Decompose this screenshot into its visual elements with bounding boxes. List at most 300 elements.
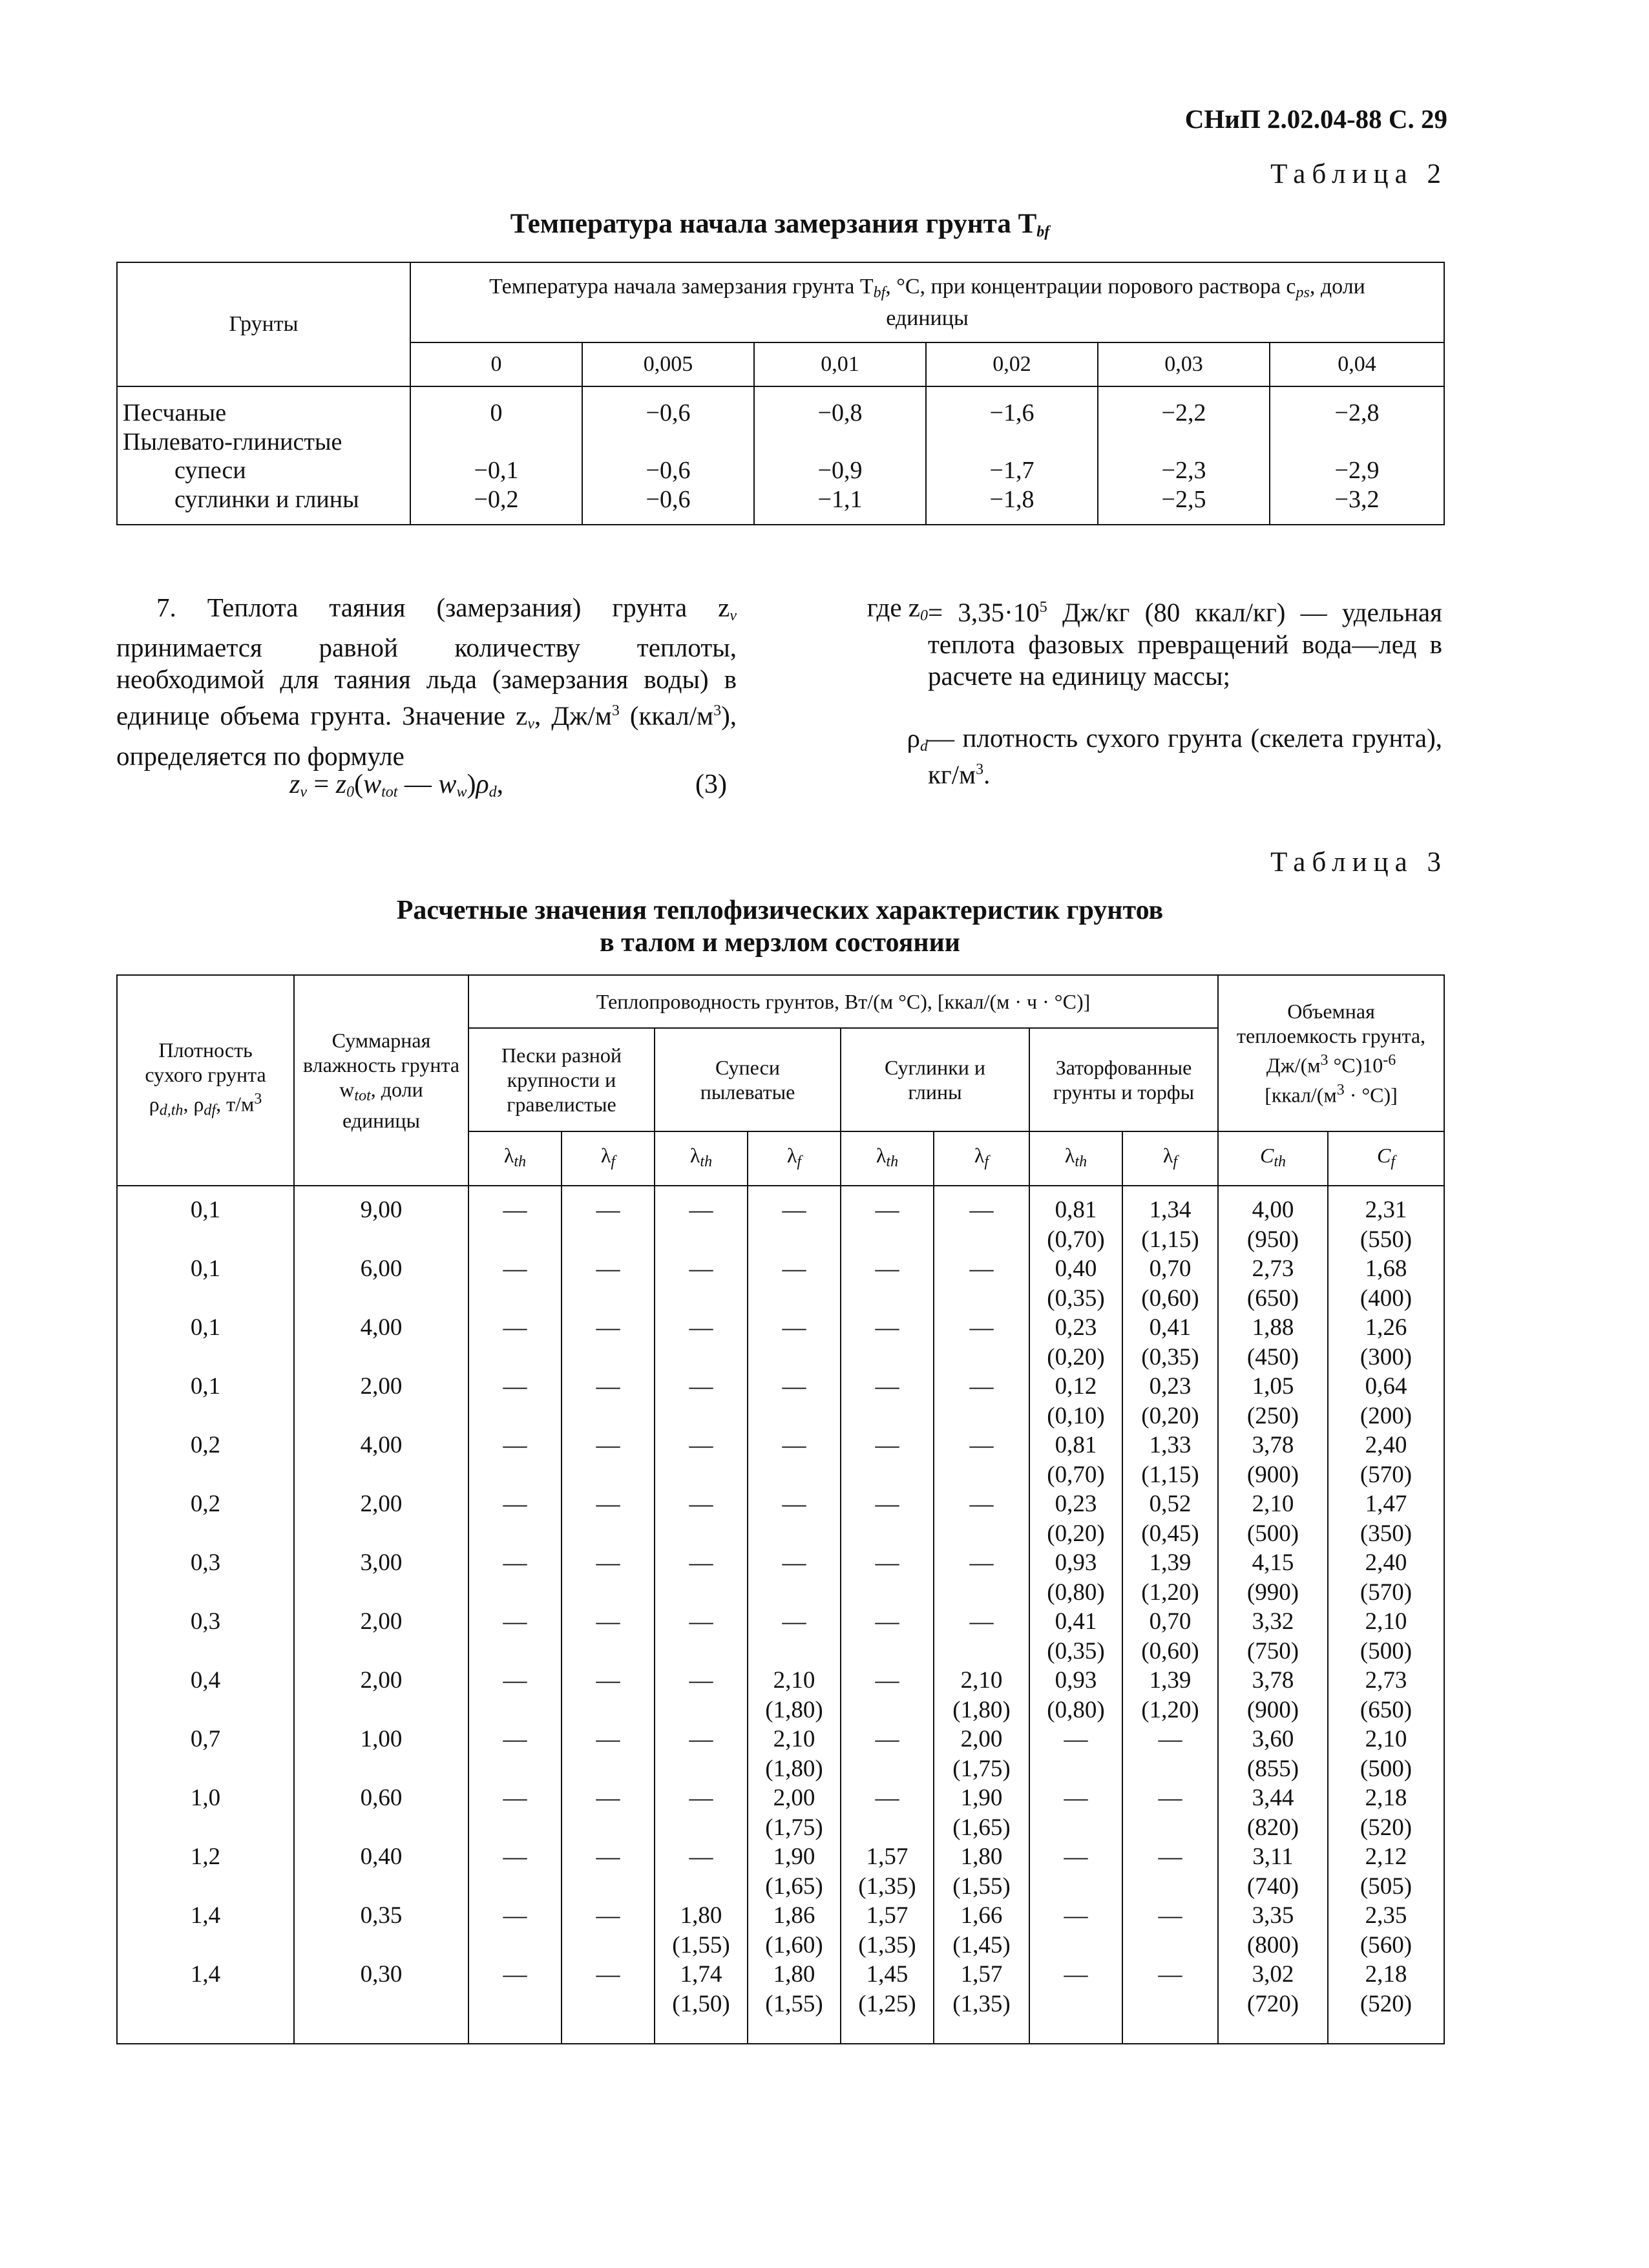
table3-cell: 1,86 [748,1901,841,1931]
table3-row [117,1813,1444,1843]
soil-name: супеси [174,457,246,484]
table3-cell: — [655,1725,748,1754]
table3-cell [468,1696,562,1725]
table3-cell: — [841,1372,934,1402]
table3-cell: 2,40 [1328,1548,1444,1578]
table3-cell: — [748,1489,841,1519]
table3-cell: (1,55) [934,1872,1029,1902]
table3-cell [748,1460,841,1490]
table3-cell: 0,23 [1029,1313,1122,1343]
table3-row [117,1284,1444,1314]
table3-cell: — [1122,1725,1218,1754]
table3-cell: (0,10) [1029,1402,1122,1431]
table3-cell: 1,05 [1218,1372,1328,1402]
table3-cell [748,1225,841,1255]
table3-cell [1029,1872,1122,1902]
table3-cell: — [748,1313,841,1343]
table3-cell [841,1696,934,1725]
table3-cell [748,1284,841,1314]
table3-cell: — [562,1666,655,1696]
table3-row [117,1548,1444,1578]
table3-row [117,1460,1444,1490]
table3-row [117,1225,1444,1255]
table3-cell: (500) [1328,1637,1444,1666]
table3-cell [1122,1872,1218,1902]
table3-cell: — [468,1254,562,1284]
table3-cell [562,1402,655,1431]
table3-cell: 1,90 [748,1842,841,1872]
table3-cell: (740) [1218,1872,1328,1902]
table3-cell: — [562,1725,655,1754]
table3-cell [117,1343,294,1372]
table3-cell: 2,73 [1218,1254,1328,1284]
table3-row [117,1313,1444,1343]
soil-name: Песчаные [123,399,227,426]
table3-cell: — [841,1431,934,1460]
group-peat: Заторфованные грунты и торфы [1029,1028,1218,1131]
table3-cell: (570) [1328,1460,1444,1490]
group-sands: Пески разной крупности и гравелистые [468,1028,655,1131]
table3-cell: 2,10 [748,1666,841,1696]
table3-col-moisture: Суммарная влажность грунта $w_{tot}$, доли единицы [294,975,468,1186]
lambda-f-header: $\lambda_f$ [748,1131,841,1186]
table2-values-col: 0 −0,1 −0,2 [410,386,582,525]
table3-cell [562,1284,655,1314]
table3-cell [1122,1990,1218,2044]
table2-values-col: −0,8 −0,9 −1,1 [754,386,926,525]
table3-cell [562,1637,655,1666]
table3-cell: — [468,1666,562,1696]
table3-cell: (1,20) [1122,1578,1218,1608]
table2-conc: 0,02 [926,342,1098,386]
table3-cell: 1,39 [1122,1548,1218,1578]
table3-cell: (1,45) [934,1931,1029,1960]
table3-cell: 1,2 [117,1842,294,1872]
table3-cell: 1,0 [117,1783,294,1813]
table3-cell: (505) [1328,1872,1444,1902]
table3-cell [294,1990,468,2044]
table3-cell: 0,2 [117,1489,294,1519]
table3-cell [748,1519,841,1549]
table3-cell [748,1578,841,1608]
table3-cell: 4,00 [1218,1186,1328,1225]
table3-cell: 2,10 [934,1666,1029,1696]
table2-caption: Таблица 2 [1270,159,1447,189]
table3-cell: — [468,1725,562,1754]
table3-cell [294,1754,468,1784]
table3-cell: — [655,1842,748,1872]
table3-cell: 1,80 [934,1842,1029,1872]
table3-cell: (0,80) [1029,1696,1122,1725]
table3-cell: — [468,1548,562,1578]
table3-cell: 2,00 [294,1607,468,1637]
table3-cell: (570) [1328,1578,1444,1608]
table3-cell [562,1578,655,1608]
table3-cell [655,1343,748,1372]
table3-row [117,1254,1444,1284]
table3-cell: 1,4 [117,1960,294,1990]
table3-cell: 0,40 [1029,1254,1122,1284]
table3-row [117,1578,1444,1608]
table3-cell: (1,55) [655,1931,748,1960]
table2-conc: 0,01 [754,342,926,386]
table3-cell: 0,1 [117,1372,294,1402]
table3-cell: 2,12 [1328,1842,1444,1872]
table3-cell: 3,60 [1218,1725,1328,1754]
table3-cell: — [468,1372,562,1402]
table3-cell: — [934,1489,1029,1519]
table3-cell [655,1813,748,1843]
table3-cell: 1,39 [1122,1666,1218,1696]
table3-cell: 0,1 [117,1186,294,1225]
table3-cell [294,1343,468,1372]
table3-cell [117,1990,294,2044]
table3-cell: 0,64 [1328,1372,1444,1402]
table3-cell [934,1343,1029,1372]
table3-cell: — [468,1431,562,1460]
table3-cell: — [1029,1960,1122,1990]
table3-cell [468,1872,562,1902]
table3-cell: (800) [1218,1931,1328,1960]
table3-cell: 0,30 [294,1960,468,1990]
table3-cell: 1,80 [748,1960,841,1990]
table3-cell: 3,78 [1218,1666,1328,1696]
table3-cell: (0,35) [1029,1284,1122,1314]
table3-cell: — [1122,1783,1218,1813]
table3-cell: (650) [1328,1696,1444,1725]
table3-cell: (0,20) [1122,1402,1218,1431]
table3-cell: (1,35) [934,1990,1029,2044]
table3-row [117,1402,1444,1431]
table3-cell: 1,57 [841,1901,934,1931]
table2-conc: 0,005 [582,342,754,386]
table3-cell: 2,00 [748,1783,841,1813]
table3-cell: 2,10 [1328,1725,1444,1754]
table3-cell: (990) [1218,1578,1328,1608]
table3-cell: 3,02 [1218,1960,1328,1990]
table3-cell: (820) [1218,1813,1328,1843]
table3-cell: — [562,1186,655,1225]
table3-cell: 3,78 [1218,1431,1328,1460]
table3-cell [468,1519,562,1549]
table3-cell: 1,57 [934,1960,1029,1990]
table3-cell: (0,70) [1029,1225,1122,1255]
table3-cell [294,1872,468,1902]
table3-cell: 0,41 [1122,1313,1218,1343]
table3-cell: (520) [1328,1990,1444,2044]
table3-cell: (1,80) [934,1696,1029,1725]
table2-body [117,386,1444,525]
table3-cell [934,1284,1029,1314]
table3-row [117,1431,1444,1460]
table3-cell [934,1519,1029,1549]
table3-row [117,1960,1444,1990]
table3-row [117,1343,1444,1372]
table3-cell: 1,68 [1328,1254,1444,1284]
table3-cell: — [562,1548,655,1578]
table3-body [117,1186,1444,2044]
table3-cell: — [1122,1960,1218,1990]
table3-cell: 2,18 [1328,1960,1444,1990]
table3-cell: 1,74 [655,1960,748,1990]
table3-cell: (900) [1218,1696,1328,1725]
table3-cell [841,1637,934,1666]
table3-cell: — [841,1548,934,1578]
table3-cell: — [1029,1725,1122,1754]
table3-cell: — [468,1313,562,1343]
table3-cell: 0,52 [1122,1489,1218,1519]
table3-cell [655,1460,748,1490]
table3-cell: 1,26 [1328,1313,1444,1343]
table3-cell: 2,35 [1328,1901,1444,1931]
table3-cell [468,1284,562,1314]
table3-cell: (0,60) [1122,1637,1218,1666]
table3-cell: — [655,1254,748,1284]
table3-cell [294,1225,468,1255]
table3-cell [841,1578,934,1608]
table3-cell [117,1637,294,1666]
table2 [116,262,1445,525]
table3-cell: (950) [1218,1225,1328,1255]
lambda-th-header: $\lambda_{th}$ [1029,1131,1122,1186]
table3-cell: 2,10 [748,1725,841,1754]
table3-cell: (1,75) [934,1754,1029,1784]
table3 [116,974,1445,2044]
formula-number: (3) [695,770,727,799]
table3-cell: (750) [1218,1637,1328,1666]
table2-values-col: −2,2 −2,3 −2,5 [1098,386,1270,525]
table3-cell [117,1225,294,1255]
table3-cell: (300) [1328,1343,1444,1372]
table3-cell: (560) [1328,1931,1444,1960]
table2-conc: 0,03 [1098,342,1270,386]
table3-cell [294,1460,468,1490]
table3-cell: — [1029,1783,1122,1813]
table3-cell [294,1402,468,1431]
table3-cell [841,1460,934,1490]
table3-cell [655,1637,748,1666]
table3-cell: 6,00 [294,1254,468,1284]
table3-cell: — [841,1666,934,1696]
table3-cell: — [841,1607,934,1637]
table3-cell [748,1343,841,1372]
table3-cell: 3,32 [1218,1607,1328,1637]
table3-cell: — [468,1186,562,1225]
table3-cell [841,1225,934,1255]
table3-row [117,1931,1444,1960]
table3-cell: (0,20) [1029,1343,1122,1372]
table3-cell: 0,81 [1029,1186,1122,1225]
table3-cell: 4,15 [1218,1548,1328,1578]
table3-cell: (0,80) [1029,1578,1122,1608]
table3-cell: (400) [1328,1284,1444,1314]
table3-cell [841,1402,934,1431]
table3-cell: — [468,1607,562,1637]
table3-row [117,1696,1444,1725]
table3-cell: 1,45 [841,1960,934,1990]
lambda-th-header: $\lambda_{th}$ [468,1131,562,1186]
table3-cell: — [934,1254,1029,1284]
table3-cell: — [562,1783,655,1813]
table3-cell: — [562,1842,655,1872]
table3-cell [468,1931,562,1960]
table3-cell [934,1578,1029,1608]
table3-row [117,1783,1444,1813]
table3-cell: — [655,1489,748,1519]
table3-cell [655,1402,748,1431]
table3-cell: 2,00 [294,1666,468,1696]
group-sandy-loams: Супеси пылеватые [655,1028,841,1131]
table3-cell: (0,20) [1029,1519,1122,1549]
table3-row [117,1901,1444,1931]
table3-cell: — [562,1489,655,1519]
lambda-th-header: $\lambda_{th}$ [841,1131,934,1186]
table3-cell: 1,00 [294,1725,468,1754]
table3-cell: 4,00 [294,1431,468,1460]
table3-cell: — [562,1607,655,1637]
table3-cell [655,1225,748,1255]
table3-row [117,1186,1444,1225]
table3-cell [1122,1813,1218,1843]
table3-cell: 1,88 [1218,1313,1328,1343]
table3-cell [562,1519,655,1549]
table3-cell: 0,23 [1029,1489,1122,1519]
table3-cell [934,1402,1029,1431]
table3-cell [655,1284,748,1314]
table3-cell: — [655,1666,748,1696]
table3-cell: 0,7 [117,1725,294,1754]
table3-cell: 0,93 [1029,1548,1122,1578]
table3-cell [117,1578,294,1608]
table3-cell [562,1460,655,1490]
definition-z0: где $z_0= 3,35\cdot 10^5$ Дж/кг (80 ккал/кг) — удельная теплота фазовых превращений вода—лед в расчете на единицу массы; [867,593,1442,691]
table3-cell: (500) [1328,1754,1444,1784]
table3-cell: — [655,1783,748,1813]
c-th-header: $C_{th}$ [1218,1131,1328,1186]
table3-cell: 2,00 [934,1725,1029,1754]
table3-cell [294,1813,468,1843]
table3-cell [562,1872,655,1902]
table3-cell [468,1637,562,1666]
paragraph-7: 7. Теплота таяния (замерзания) грунта $z_v$ принимается равной количеству теплоты, необходимой для таяния льда (замерзания воды) в единице объема грунта. Значение $z_v$, $Дж/м^3$ $(ккал/м^3)$, определяется по формуле [116,593,737,771]
table3-cell [294,1519,468,1549]
table2-soil-names [117,386,410,525]
table3-cell [294,1696,468,1725]
table3-cell: 2,10 [1328,1607,1444,1637]
formula-3: $z_v = z_0(w_{tot}$ — $w_w)\rho_d$, [289,770,504,801]
table3-cell: — [562,1901,655,1931]
table3-row [117,1489,1444,1519]
page-header: СНиП 2.02.04-88 С. 29 [1184,104,1447,134]
table2-values-col: −1,6 −1,7 −1,8 [926,386,1098,525]
table3-cell: (200) [1328,1402,1444,1431]
table3-cell: 2,31 [1328,1186,1444,1225]
table3-row [117,1519,1444,1549]
table3-cell: — [562,1254,655,1284]
table3-cell: — [841,1186,934,1225]
table3-cell: — [562,1960,655,1990]
table3-cell: — [1029,1842,1122,1872]
table3-cell [468,1578,562,1608]
table3-cell: — [655,1548,748,1578]
table3-cell: 4,00 [294,1313,468,1343]
table3-cell: — [1122,1901,1218,1931]
table3-cell: — [934,1186,1029,1225]
table3-cell [117,1813,294,1843]
table2-conc: 0,04 [1270,342,1444,386]
table3-cell [748,1402,841,1431]
table3-cell: 0,60 [294,1783,468,1813]
table3-cell: — [562,1313,655,1343]
table3-cell: (250) [1218,1402,1328,1431]
table3-cell: — [934,1431,1029,1460]
table3-cell: — [562,1431,655,1460]
table3-cell: 0,70 [1122,1607,1218,1637]
table3-cell: 3,35 [1218,1901,1328,1931]
table3-cell: 2,00 [294,1372,468,1402]
table3-cell: — [468,1783,562,1813]
table3-cell: 0,23 [1122,1372,1218,1402]
table3-cell [562,1225,655,1255]
table3-cell: — [655,1186,748,1225]
table3-cell: — [748,1431,841,1460]
table3-cell: 9,00 [294,1186,468,1225]
table3-cell: — [841,1725,934,1754]
table3-cell [117,1519,294,1549]
table3-cell: 3,11 [1218,1842,1328,1872]
table2-col-soils: Грунты [117,262,410,386]
table3-cell: 2,00 [294,1489,468,1519]
table3-cell [1029,1931,1122,1960]
table3-cell: (0,35) [1122,1343,1218,1372]
table3-cell: — [748,1548,841,1578]
table3-row [117,1637,1444,1666]
table3-cell: 0,3 [117,1548,294,1578]
table3-cell: 0,70 [1122,1254,1218,1284]
table3-cell: 0,1 [117,1254,294,1284]
table3-cell: — [655,1607,748,1637]
table2-values-col: −2,8 −2,9 −3,2 [1270,386,1444,525]
table3-cell: (650) [1218,1284,1328,1314]
table3-row [117,1842,1444,1872]
table3-cell: (1,50) [655,1990,748,2044]
table3-conductivity-header: Теплопроводность грунтов, Вт/(м °С), [ккал/(м · ч · °С)] [468,975,1218,1028]
table3-cell: — [934,1607,1029,1637]
table3-row [117,1607,1444,1637]
table3-cell: (0,70) [1029,1460,1122,1490]
table3-cell: 0,3 [117,1607,294,1637]
table3-cell: (350) [1328,1519,1444,1549]
table3-cell: (1,15) [1122,1460,1218,1490]
table3-cell [562,1990,655,2044]
table3-cell: (1,55) [748,1990,841,2044]
table3-row [117,1754,1444,1784]
table2-span-header: Температура начала замерзания грунта $T_{bf}$, °С, при концентрации порового раствора $c_{ps}$, доли единицы [410,262,1444,342]
table3-cell [117,1754,294,1784]
table3-cell: (900) [1218,1460,1328,1490]
table3-cell [655,1872,748,1902]
table3-cell: 2,40 [1328,1431,1444,1460]
table3-cell: — [468,1960,562,1990]
table3-cell [655,1754,748,1784]
c-f-header: $C_f$ [1328,1131,1444,1186]
table3-cell: (0,45) [1122,1519,1218,1549]
lambda-f-header: $\lambda_f$ [934,1131,1029,1186]
table3-cell [117,1460,294,1490]
table3-row [117,1666,1444,1696]
table3-cell: (1,80) [748,1696,841,1725]
table3-cell: — [468,1489,562,1519]
